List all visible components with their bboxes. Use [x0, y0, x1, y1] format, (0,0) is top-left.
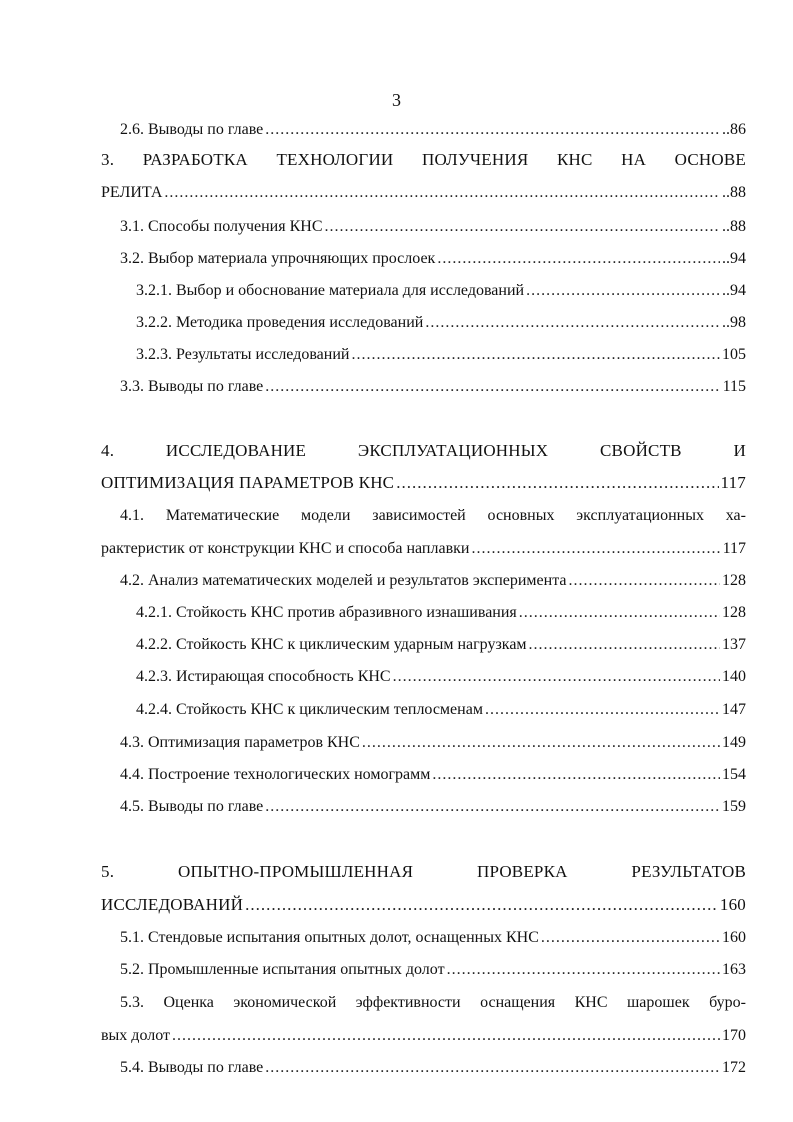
- word: ОСНОВЕ: [674, 150, 746, 169]
- word: Математические: [165, 507, 280, 524]
- toc-entry-page: 147: [722, 701, 746, 718]
- word: ПОЛУЧЕНИЯ: [421, 150, 529, 169]
- toc-entry-page: 117: [722, 540, 746, 557]
- toc-entry-page: ..86: [722, 121, 746, 138]
- word: модели: [300, 507, 351, 524]
- toc-entry-title: 4.2.2. Стойкость КНС к циклическим ударным нагрузкам: [136, 636, 527, 653]
- toc-entry-title: 5.4. Выводы по главе: [120, 1059, 264, 1076]
- word: ИССЛЕДОВАНИЕ: [165, 441, 307, 460]
- toc-entry-title: 4.2.4. Стойкость КНС к циклическим теплосменам: [136, 701, 483, 718]
- toc-entry-5-4: [120, 1058, 746, 1078]
- leader-dots: [265, 120, 720, 140]
- toc-entry-page: 149: [722, 734, 746, 751]
- toc-entry-page: 172: [722, 1059, 746, 1076]
- toc-entry-page: 137: [722, 636, 746, 653]
- toc-entry-4-2-1: [136, 603, 746, 623]
- toc-entry-page: 160: [719, 895, 746, 914]
- word: буро-: [709, 994, 746, 1011]
- leader-dots: [351, 345, 720, 365]
- word: НА: [621, 150, 647, 169]
- word: основных: [487, 507, 555, 524]
- toc-entry-4-2-2: [136, 635, 746, 655]
- toc-entry-4-2: [120, 571, 746, 591]
- toc-entry-3-2-3: [136, 345, 746, 365]
- leader-dots: [164, 183, 720, 203]
- toc-entry-page: 128: [722, 604, 746, 621]
- toc-entry-4-1: [101, 539, 746, 559]
- leader-dots: [245, 895, 718, 915]
- toc-entry-title: ИССЛЕДОВАНИЙ: [101, 895, 244, 914]
- leader-dots: [265, 377, 720, 397]
- toc-entry-page: ..94: [722, 250, 746, 267]
- page-number: 3: [392, 90, 401, 110]
- toc-chapter-4: [101, 473, 746, 493]
- leader-dots: [437, 249, 720, 269]
- word: РАЗРАБОТКА: [142, 150, 248, 169]
- toc-entry-page: 163: [722, 961, 746, 978]
- toc-entry-3-3: [120, 377, 746, 397]
- toc-entry-title: 4.2.1. Стойкость КНС против абразивного изнашивания: [136, 604, 517, 621]
- toc-entry-title: 5.2. Промышленные испытания опытных долот: [120, 961, 445, 978]
- word: СВОЙСТВ: [600, 441, 682, 460]
- leader-dots: [325, 217, 721, 237]
- word: 4.1.: [120, 507, 144, 524]
- toc-entry-page: 170: [722, 1027, 746, 1044]
- toc-chapter-5-line1: [101, 862, 746, 882]
- toc-entry-title: 3.2.1. Выбор и обоснование материала для исследований: [136, 282, 525, 299]
- toc-entry-3-2: [120, 249, 746, 269]
- toc-entry-page: 154: [722, 766, 746, 783]
- toc-entry-page: 105: [722, 346, 746, 363]
- word: эффективности: [355, 994, 461, 1011]
- word: эксплуатационных: [576, 507, 704, 524]
- toc-entry-4-3: [120, 733, 746, 753]
- leader-dots: [362, 733, 720, 753]
- word: ОПЫТНО-ПРОМЫШЛЕННАЯ: [177, 862, 414, 881]
- leader-dots: [471, 539, 720, 559]
- toc-chapter-3: [101, 183, 746, 203]
- word: шарошек: [626, 994, 690, 1011]
- toc-entry-4-1-line1: [120, 506, 746, 526]
- word: зависимостей: [372, 507, 466, 524]
- toc-entry-page: ..98: [722, 314, 746, 331]
- word: 4.: [101, 441, 115, 460]
- toc-entry-title: 3.3. Выводы по главе: [120, 378, 264, 395]
- word: КНС: [574, 994, 608, 1011]
- toc-entry-title: 5.1. Стендовые испытания опытных долот, оснащенных КНС: [120, 929, 539, 946]
- toc-entry-title: 4.5. Выводы по главе: [120, 798, 264, 815]
- toc-entry-4-2-3: [136, 667, 746, 687]
- toc-entry-title: ОПТИМИЗАЦИЯ ПАРАМЕТРОВ КНС: [101, 473, 395, 492]
- toc-entry-page: 117: [720, 473, 746, 492]
- word: КНС: [556, 150, 593, 169]
- leader-dots: [529, 635, 720, 655]
- leader-dots: [447, 960, 720, 980]
- toc-entry-3-2-1: [136, 281, 746, 301]
- toc-entry-title: 3.2.2. Методика проведения исследований: [136, 314, 424, 331]
- toc-entry-title: рактеристик от конструкции КНС и способа наплавки: [101, 540, 470, 557]
- toc-entry-5-1: [120, 928, 746, 948]
- word: ТЕХНОЛОГИИ: [276, 150, 394, 169]
- toc-entry-page: ..88: [722, 218, 746, 235]
- toc-entry-4-2-4: [136, 700, 746, 720]
- toc-entry-5-2: [120, 960, 746, 980]
- toc-entry-title: 2.6. Выводы по главе: [120, 121, 264, 138]
- toc-entry-title: 3.2.3. Результаты исследований: [136, 346, 350, 363]
- toc-chapter-5: [101, 895, 746, 915]
- toc-entry-page: 128: [722, 572, 746, 589]
- word: И: [733, 441, 746, 460]
- leader-dots: [425, 313, 720, 333]
- leader-dots: [519, 603, 720, 623]
- word: 5.3.: [120, 994, 144, 1011]
- toc-entry-title: 3.1. Способы получения КНС: [120, 218, 323, 235]
- leader-dots: [172, 1026, 720, 1046]
- word: ЭКСПЛУАТАЦИОННЫХ: [357, 441, 549, 460]
- toc-entry-page: 160: [722, 929, 746, 946]
- toc-chapter-4-line1: [101, 441, 746, 461]
- toc-entry-page: 159: [722, 798, 746, 815]
- toc-entry-2-6: [120, 120, 746, 140]
- word: ха-: [725, 507, 746, 524]
- leader-dots: [432, 765, 720, 785]
- toc-entry-page: 140: [722, 668, 746, 685]
- toc-entry-4-4: [120, 765, 746, 785]
- toc-chapter-3-line1: [101, 150, 746, 170]
- toc-entry-title: 4.3. Оптимизация параметров КНС: [120, 734, 360, 751]
- toc-entry-title: РЕЛИТА: [101, 184, 163, 201]
- leader-dots: [569, 571, 721, 591]
- toc-entry-5-3: [101, 1026, 746, 1046]
- word: ПРОВЕРКА: [476, 862, 568, 881]
- toc-entry-page: 115: [722, 378, 746, 395]
- leader-dots: [526, 281, 720, 301]
- leader-dots: [541, 928, 720, 948]
- toc-entry-title: вых долот: [101, 1027, 170, 1044]
- toc-entry-5-3-line1: [120, 993, 746, 1013]
- leader-dots: [265, 797, 720, 817]
- word: 5.: [101, 862, 115, 881]
- leader-dots: [485, 700, 720, 720]
- toc-entry-page: ..88: [722, 184, 746, 201]
- toc-entry-3-2-2: [136, 313, 746, 333]
- word: 3.: [101, 150, 115, 169]
- toc-entry-title: 4.4. Построение технологических номограмм: [120, 766, 431, 783]
- toc-entry-title: 3.2. Выбор материала упрочняющих прослоек: [120, 250, 436, 267]
- toc-entry-4-5: [120, 797, 746, 817]
- word: оснащения: [480, 994, 556, 1011]
- toc-entry-3-1: [120, 217, 746, 237]
- word: экономической: [233, 994, 337, 1011]
- leader-dots: [396, 473, 718, 493]
- leader-dots: [393, 667, 720, 687]
- toc-entry-title: 4.2. Анализ математических моделей и результатов эксперимента: [120, 572, 567, 589]
- toc-entry-title: 4.2.3. Истирающая способность КНС: [136, 668, 391, 685]
- word: РЕЗУЛЬТАТОВ: [631, 862, 746, 881]
- toc-entry-page: ..94: [722, 282, 746, 299]
- word: Оценка: [163, 994, 214, 1011]
- leader-dots: [265, 1058, 720, 1078]
